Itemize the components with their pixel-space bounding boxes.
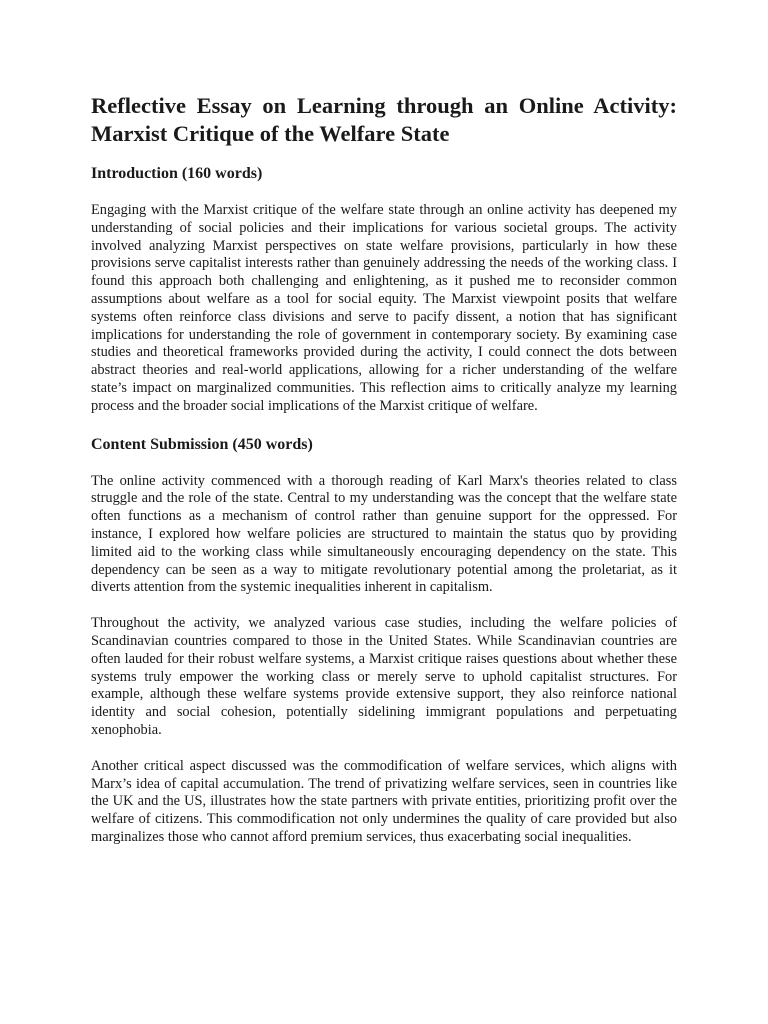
document-body bbox=[91, 92, 677, 847]
paragraph-content-3: Another critical aspect discussed was the commodification of welfare services, which aligns with Marx’s idea of capital accumulation. The trend of privatizing welfare services, seen in countries like the UK and the US, illustrates how the state partners with private entities, prioritizing profit over the welfare of citizens. This commodification not only undermines the quality of care provided but also marginalizes those who cannot afford premium services, thus exacerbating social inequalities. bbox=[91, 757, 677, 845]
paragraph-content-2: Throughout the activity, we analyzed various case studies, including the welfare policies of Scandinavian countries compared to those in the United States. While Scandinavian countries are often lauded for their robust welfare systems, a Marxist critique raises questions about whether these systems truly empower the working class or merely serve to uphold capitalist structures. For example, although these welfare systems provide extensive support, they also reinforce national identity and social cohesion, potentially sidelining immigrant populations and perpetuating xenophobia. bbox=[91, 615, 677, 738]
paragraph-content-1: The online activity commenced with a thorough reading of Karl Marx's theories related to class struggle and the role of the state. Central to my understanding was the concept that the welfare state often functions as a mechanism of control rather than genuine support for the oppressed. For instance, I explored how welfare policies are structured to maintain the status quo by providing limited aid to the working class while simultaneously encouraging dependency on the state. This dependency can be seen as a way to mitigate revolutionary potential among the proletariat, as it diverts attention from the systemic inequalities inherent in capitalism. bbox=[91, 472, 677, 596]
paragraph-introduction: Engaging with the Marxist critique of the welfare state through an online activity has deepened my understanding of social policies and their implications for various societal groups. The activity involved analyzing Marxist perspectives on state welfare provisions, particularly in how these provisions serve capitalist interests rather than genuinely addressing the needs of the working class. I found this approach both challenging and enlightening, as it pushed me to reconsider common assumptions about welfare as a tool for social equity. The Marxist viewpoint posits that welfare systems often reinforce class divisions and serve to pacify dissent, a notion that has significant implications for understanding the role of government in contemporary society. By examining case studies and theoretical frameworks provided during the activity, I could connect the dots between abstract theories and real-world applications, allowing for a richer understanding of the welfare state’s impact on marginalized communities. This reflection aims to critically analyze my learning process and the broader social implications of the Marxist critique of welfare. bbox=[91, 202, 677, 414]
section-heading-introduction: Introduction (160 words) bbox=[91, 165, 263, 182]
document-title: Reflective Essay on Learning through an Online Activity: Marxist Critique of the Welfare State bbox=[91, 93, 677, 146]
section-heading-content-submission: Content Submission (450 words) bbox=[91, 435, 313, 453]
